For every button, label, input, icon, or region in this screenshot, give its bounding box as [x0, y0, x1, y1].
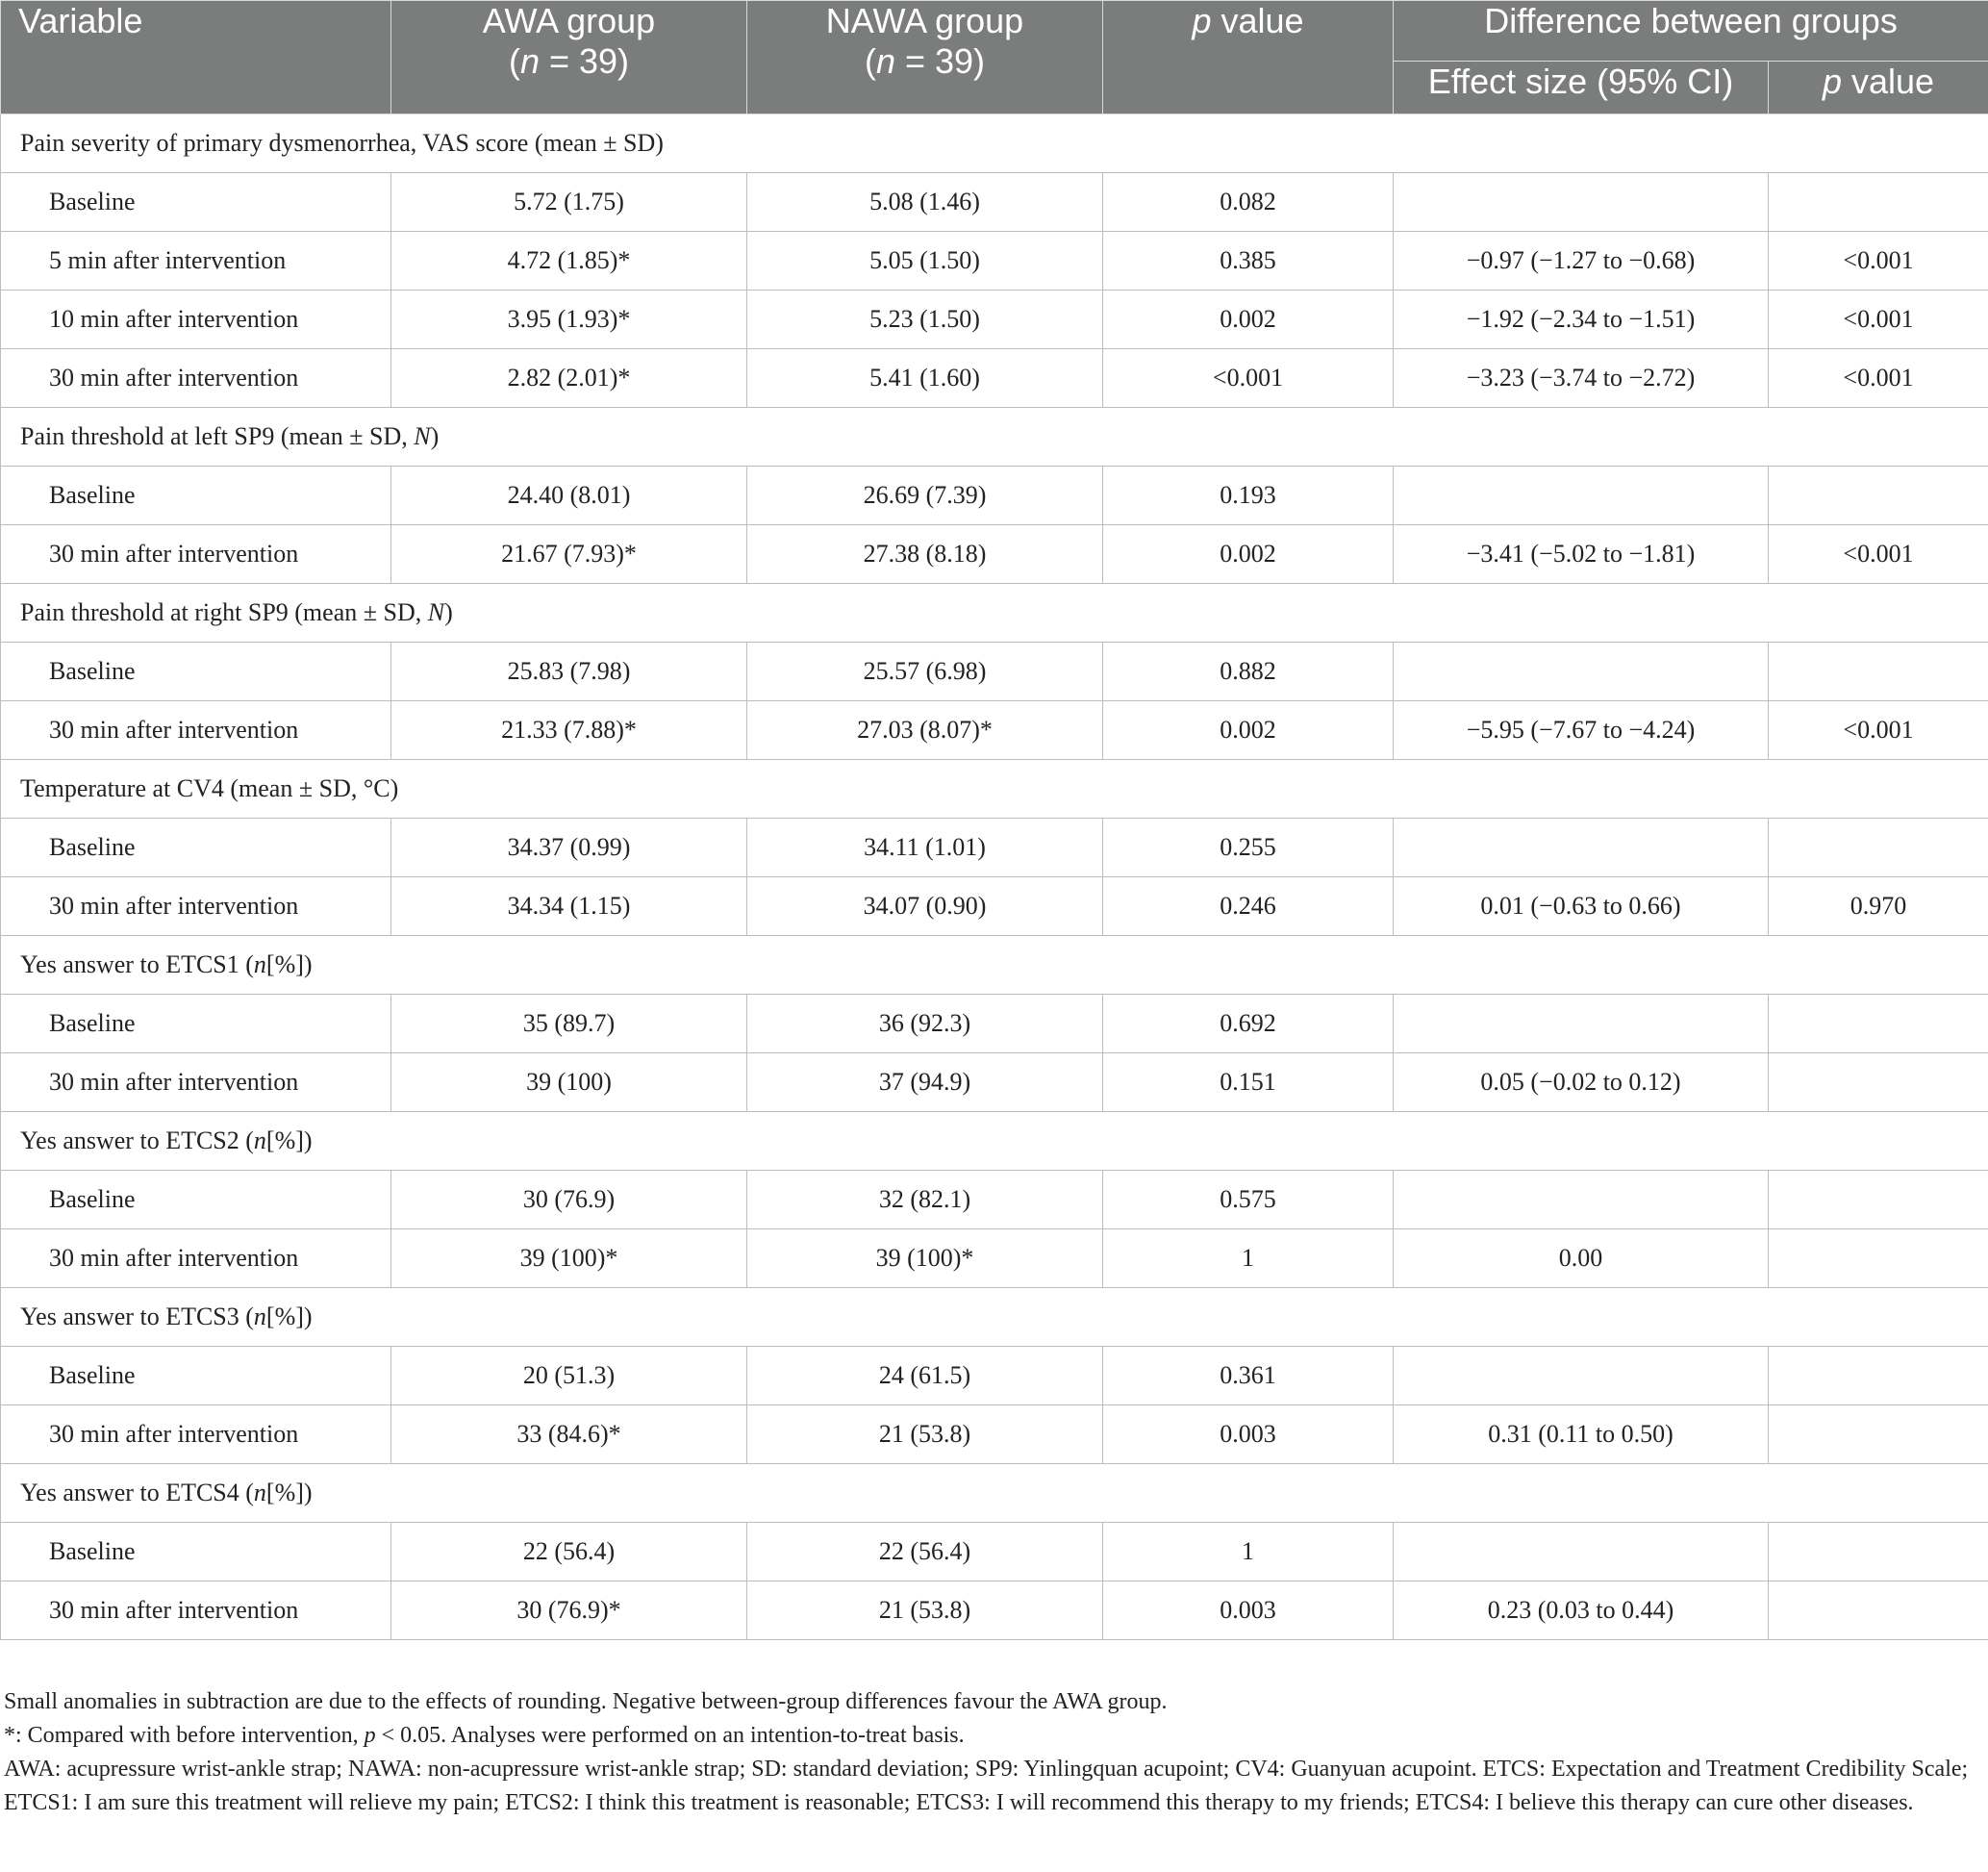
table-row [1, 1581, 1988, 1640]
note-asterisk: *: Compared with before intervention, p < 0.05. Analyses were performed on an intention-to-treat basis. [4, 1723, 965, 1748]
cell-nawa: 26.69 (7.39) [747, 467, 1103, 525]
cell-effect [1394, 1347, 1769, 1405]
cell-nawa: 27.03 (8.07)* [747, 701, 1103, 760]
cell-nawa: 24 (61.5) [747, 1347, 1103, 1405]
cell-awa: 20 (51.3) [391, 1347, 747, 1405]
cell-effect [1394, 643, 1769, 701]
cell-label: 30 min after intervention [1, 1053, 391, 1112]
cell-effect: −0.97 (−1.27 to −0.68) [1394, 232, 1769, 291]
table-row [1, 173, 1988, 232]
cell-p: 0.002 [1103, 525, 1394, 584]
cell-effect: 0.00 [1394, 1229, 1769, 1288]
note-abbreviations: AWA: acupressure wrist-ankle strap; NAWA: non-acupressure wrist-ankle strap; SD: standard deviation; SP9: Yinlingquan acupoint; CV4: Guanyuan acupoint. ETCS: Expectation and Treatment Credibility Scale; ETCS1: I am sure this treatment will relieve my pain; ETCS2: I think this treatment is reasonable; ETCS3: I will recommend this therapy to my friends; ETCS4: I believe this therapy can cure other diseases. [4, 1757, 1969, 1815]
table-row [1, 877, 1988, 936]
cell-effect: −3.41 (−5.02 to −1.81) [1394, 525, 1769, 584]
cell-diff-p [1769, 1523, 1988, 1581]
cell-awa: 33 (84.6)* [391, 1405, 747, 1464]
cell-diff-p [1769, 819, 1988, 877]
table-row [1, 1053, 1988, 1112]
cell-diff-p [1769, 1581, 1988, 1640]
cell-label: 30 min after intervention [1, 877, 391, 936]
cell-p: 0.385 [1103, 232, 1394, 291]
cell-p: 0.082 [1103, 173, 1394, 232]
cell-effect: −1.92 (−2.34 to −1.51) [1394, 291, 1769, 349]
cell-effect: −3.23 (−3.74 to −2.72) [1394, 349, 1769, 408]
cell-nawa: 32 (82.1) [747, 1171, 1103, 1229]
cell-effect: 0.01 (−0.63 to 0.66) [1394, 877, 1769, 936]
cell-awa: 25.83 (7.98) [391, 643, 747, 701]
cell-nawa: 27.38 (8.18) [747, 525, 1103, 584]
cell-label: Baseline [1, 643, 391, 701]
table-row [1, 701, 1988, 760]
table-row [1, 232, 1988, 291]
cell-label: 30 min after intervention [1, 1405, 391, 1464]
table-row [1, 1405, 1988, 1464]
cell-diff-p [1769, 1405, 1988, 1464]
cell-diff-p: <0.001 [1769, 525, 1988, 584]
cell-nawa: 5.23 (1.50) [747, 291, 1103, 349]
cell-label: 5 min after intervention [1, 232, 391, 291]
cell-label: Baseline [1, 995, 391, 1053]
table-row [1, 291, 1988, 349]
cell-diff-p [1769, 1053, 1988, 1112]
section-title: Pain threshold at left SP9 (mean ± SD, N) [1, 408, 1988, 467]
cell-label: 30 min after intervention [1, 1229, 391, 1288]
cell-diff-p: <0.001 [1769, 232, 1988, 291]
cell-diff-p [1769, 1347, 1988, 1405]
cell-effect: 0.31 (0.11 to 0.50) [1394, 1405, 1769, 1464]
cell-nawa: 34.07 (0.90) [747, 877, 1103, 936]
section-row [1, 114, 1988, 173]
cell-awa: 22 (56.4) [391, 1523, 747, 1581]
cell-awa: 21.67 (7.93)* [391, 525, 747, 584]
cell-nawa: 5.08 (1.46) [747, 173, 1103, 232]
cell-effect [1394, 1523, 1769, 1581]
cell-nawa: 36 (92.3) [747, 995, 1103, 1053]
cell-effect [1394, 995, 1769, 1053]
cell-awa: 35 (89.7) [391, 995, 747, 1053]
section-title: Yes answer to ETCS1 (n[%]) [1, 936, 1988, 995]
cell-awa: 21.33 (7.88)* [391, 701, 747, 760]
table-row [1, 467, 1988, 525]
table-row [1, 995, 1988, 1053]
cell-effect [1394, 173, 1769, 232]
cell-nawa: 22 (56.4) [747, 1523, 1103, 1581]
cell-diff-p: <0.001 [1769, 701, 1988, 760]
section-title: Pain severity of primary dysmenorrhea, VAS score (mean ± SD) [1, 114, 1988, 173]
cell-nawa: 37 (94.9) [747, 1053, 1103, 1112]
cell-label: 30 min after intervention [1, 349, 391, 408]
table-row [1, 1229, 1988, 1288]
table-row [1, 1171, 1988, 1229]
cell-nawa: 21 (53.8) [747, 1405, 1103, 1464]
header-diff-p-value: p value [1769, 62, 1988, 114]
table-row [1, 1523, 1988, 1581]
cell-effect: −5.95 (−7.67 to −4.24) [1394, 701, 1769, 760]
cell-nawa: 5.05 (1.50) [747, 232, 1103, 291]
header-nawa-group: NAWA group (n = 39) [747, 1, 1103, 114]
cell-label: Baseline [1, 1523, 391, 1581]
cell-effect [1394, 467, 1769, 525]
cell-diff-p [1769, 173, 1988, 232]
table-body [1, 114, 1988, 1640]
cell-label: 30 min after intervention [1, 701, 391, 760]
table-row [1, 1347, 1988, 1405]
table-notes [4, 1685, 1983, 1820]
cell-label: Baseline [1, 1171, 391, 1229]
cell-p: 0.003 [1103, 1581, 1394, 1640]
cell-diff-p [1769, 995, 1988, 1053]
header-p-value: p value [1103, 1, 1394, 114]
cell-nawa: 39 (100)* [747, 1229, 1103, 1288]
cell-awa: 4.72 (1.85)* [391, 232, 747, 291]
cell-effect: 0.05 (−0.02 to 0.12) [1394, 1053, 1769, 1112]
cell-diff-p [1769, 1171, 1988, 1229]
cell-p: 0.151 [1103, 1053, 1394, 1112]
cell-awa: 34.34 (1.15) [391, 877, 747, 936]
cell-awa: 5.72 (1.75) [391, 173, 747, 232]
cell-p: 0.255 [1103, 819, 1394, 877]
cell-label: Baseline [1, 819, 391, 877]
cell-diff-p: <0.001 [1769, 291, 1988, 349]
section-title: Temperature at CV4 (mean ± SD, °C) [1, 760, 1988, 819]
section-row [1, 760, 1988, 819]
header-difference: Difference between groups [1394, 1, 1988, 62]
cell-diff-p [1769, 1229, 1988, 1288]
header-variable: Variable [1, 1, 391, 114]
cell-nawa: 21 (53.8) [747, 1581, 1103, 1640]
cell-awa: 39 (100)* [391, 1229, 747, 1288]
cell-diff-p: 0.970 [1769, 877, 1988, 936]
cell-effect: 0.23 (0.03 to 0.44) [1394, 1581, 1769, 1640]
cell-label: Baseline [1, 467, 391, 525]
cell-awa: 2.82 (2.01)* [391, 349, 747, 408]
cell-p: 0.002 [1103, 701, 1394, 760]
cell-label: 10 min after intervention [1, 291, 391, 349]
cell-p: 0.692 [1103, 995, 1394, 1053]
section-title: Yes answer to ETCS2 (n[%]) [1, 1112, 1988, 1171]
section-row [1, 1288, 1988, 1347]
cell-awa: 30 (76.9) [391, 1171, 747, 1229]
cell-awa: 30 (76.9)* [391, 1581, 747, 1640]
cell-p: 0.193 [1103, 467, 1394, 525]
section-row [1, 936, 1988, 995]
table-header [1, 1, 1988, 114]
cell-p: 0.575 [1103, 1171, 1394, 1229]
cell-label: 30 min after intervention [1, 1581, 391, 1640]
cell-p: 0.246 [1103, 877, 1394, 936]
cell-awa: 3.95 (1.93)* [391, 291, 747, 349]
cell-p: 0.361 [1103, 1347, 1394, 1405]
cell-effect [1394, 1171, 1769, 1229]
section-row [1, 1464, 1988, 1523]
cell-awa: 39 (100) [391, 1053, 747, 1112]
cell-nawa: 34.11 (1.01) [747, 819, 1103, 877]
cell-p: 1 [1103, 1523, 1394, 1581]
cell-p: <0.001 [1103, 349, 1394, 408]
cell-label: Baseline [1, 1347, 391, 1405]
section-row [1, 584, 1988, 643]
cell-effect [1394, 819, 1769, 877]
header-effect-size: Effect size (95% CI) [1394, 62, 1769, 114]
table-row [1, 819, 1988, 877]
cell-label: 30 min after intervention [1, 525, 391, 584]
section-title: Yes answer to ETCS4 (n[%]) [1, 1464, 1988, 1523]
cell-nawa: 25.57 (6.98) [747, 643, 1103, 701]
section-title: Pain threshold at right SP9 (mean ± SD, N) [1, 584, 1988, 643]
cell-nawa: 5.41 (1.60) [747, 349, 1103, 408]
cell-p: 0.002 [1103, 291, 1394, 349]
cell-diff-p: <0.001 [1769, 349, 1988, 408]
cell-p: 0.003 [1103, 1405, 1394, 1464]
cell-diff-p [1769, 643, 1988, 701]
table-row [1, 643, 1988, 701]
note-rounding: Small anomalies in subtraction are due to the effects of rounding. Negative between-group differences favour the AWA group. [4, 1689, 1168, 1714]
cell-p: 1 [1103, 1229, 1394, 1288]
table-row [1, 525, 1988, 584]
section-row [1, 1112, 1988, 1171]
cell-diff-p [1769, 467, 1988, 525]
cell-awa: 34.37 (0.99) [391, 819, 747, 877]
cell-p: 0.882 [1103, 643, 1394, 701]
table-row [1, 349, 1988, 408]
header-awa-group: AWA group (n = 39) [391, 1, 747, 114]
section-row [1, 408, 1988, 467]
section-title: Yes answer to ETCS3 (n[%]) [1, 1288, 1988, 1347]
cell-label: Baseline [1, 173, 391, 232]
cell-awa: 24.40 (8.01) [391, 467, 747, 525]
